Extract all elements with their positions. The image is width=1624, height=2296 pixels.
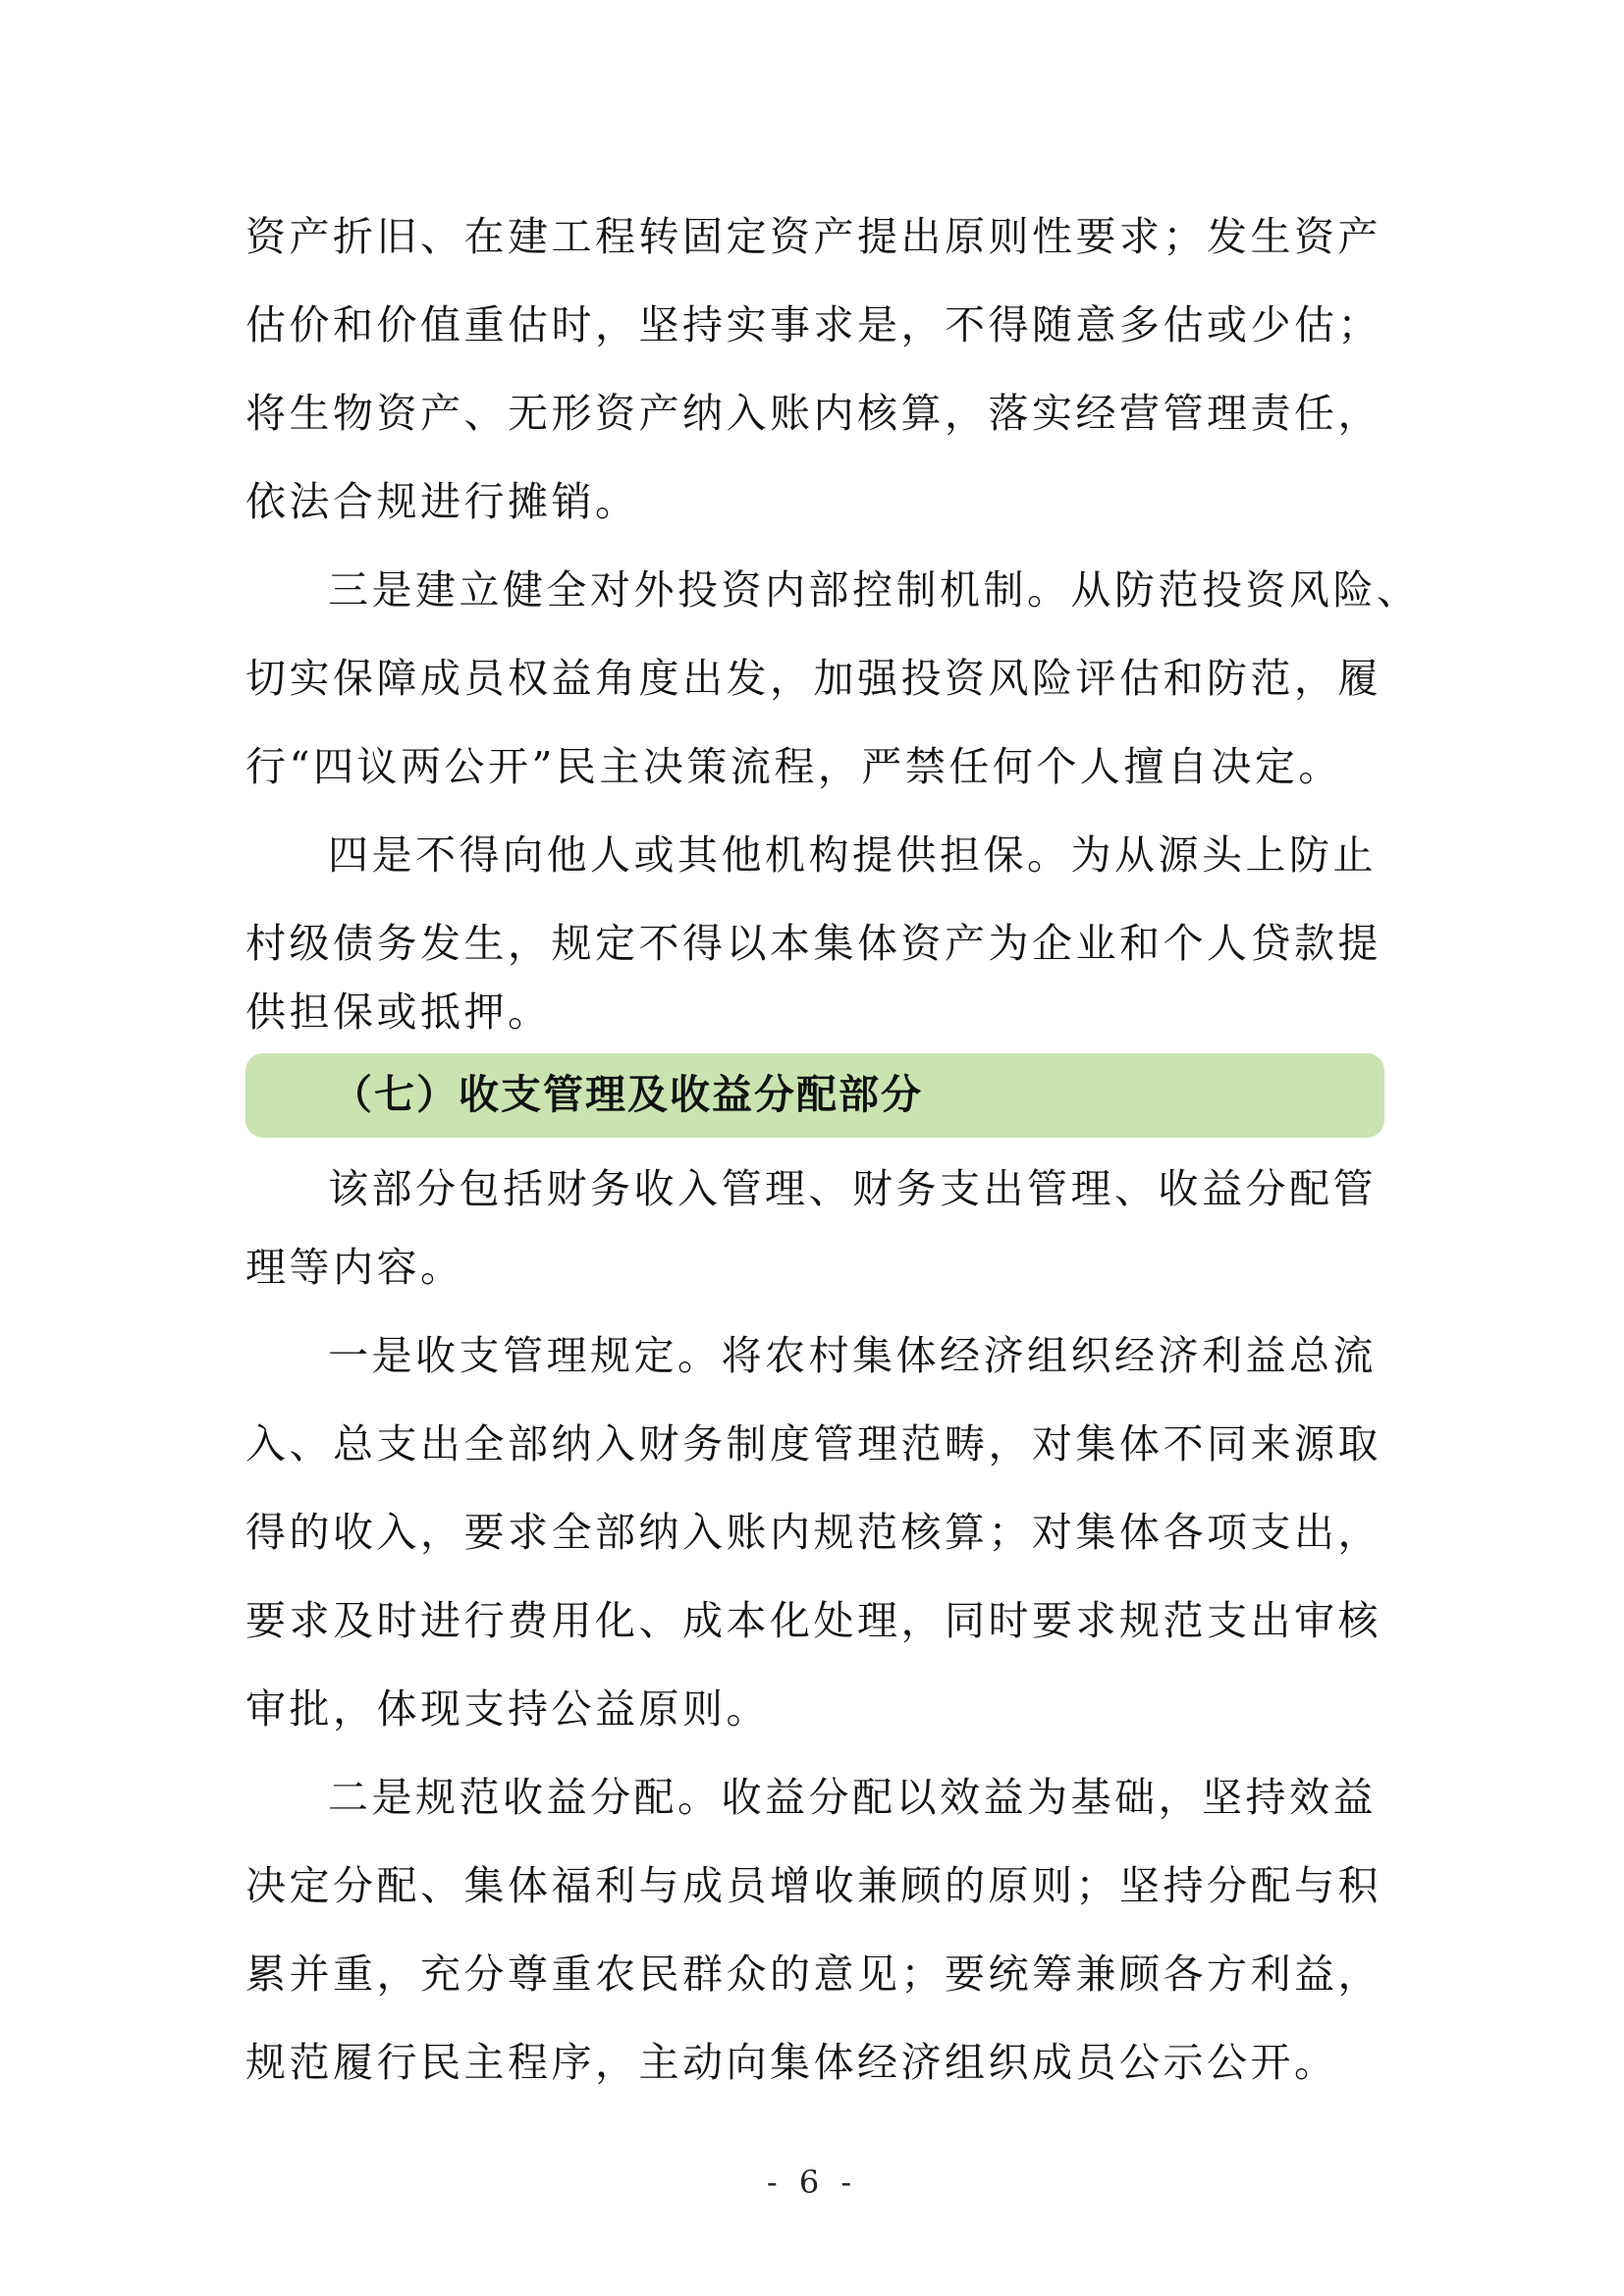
page-number: - 6 - — [766, 2163, 858, 2201]
body-line: 决定分配、集体福利与成员增收兼顾的原则；坚持分配与积 — [245, 1862, 1381, 1909]
body-line: 资产折旧、在建工程转固定资产提出原则性要求；发生资产 — [245, 213, 1381, 260]
body-line: 累并重，充分尊重农民群众的意见；要统筹兼顾各方利益， — [245, 1950, 1381, 1998]
body-line: 依法合规进行摊销。 — [245, 478, 639, 525]
body-line: 得的收入，要求全部纳入账内规范核算；对集体各项支出， — [245, 1509, 1381, 1556]
body-line: 规范履行民主程序，主动向集体经济组织成员公示公开。 — [245, 2039, 1338, 2086]
body-line: 行“四议两公开”民主决策流程，严禁任何个人擅自决定。 — [245, 743, 1342, 790]
body-line: 该部分包括财务收入管理、财务支出管理、收益分配管 — [328, 1165, 1377, 1212]
body-line: 三是建立健全对外投资内部控制机制。从防范投资风险、 — [328, 566, 1421, 614]
body-line: 村级债务发生，规定不得以本集体资产为企业和个人贷款提 — [245, 920, 1381, 967]
body-line: 切实保障成员权益角度出发，加强投资风险评估和防范，履 — [245, 655, 1381, 702]
body-line: 入、总支出全部纳入财务制度管理范畴，对集体不同来源取 — [245, 1420, 1381, 1468]
body-line: 将生物资产、无形资产纳入账内核算，落实经营管理责任， — [245, 390, 1381, 437]
body-line: 理等内容。 — [245, 1244, 464, 1291]
body-line: 四是不得向他人或其他机构提供担保。为从源头上防止 — [328, 831, 1377, 879]
body-line: 审批，体现支持公益原则。 — [245, 1685, 770, 1733]
body-line: 估价和价值重估时，坚持实事求是，不得随意多估或少估； — [245, 301, 1381, 348]
section-heading: （七）收支管理及收益分配部分 — [332, 1071, 923, 1118]
body-line: 二是规范收益分配。收益分配以效益为基础，坚持效益 — [328, 1774, 1377, 1821]
body-line: 要求及时进行费用化、成本化处理，同时要求规范支出审核 — [245, 1597, 1381, 1644]
body-line: 一是收支管理规定。将农村集体经济组织经济利益总流 — [328, 1332, 1377, 1379]
body-line: 供担保或抵押。 — [245, 988, 552, 1036]
